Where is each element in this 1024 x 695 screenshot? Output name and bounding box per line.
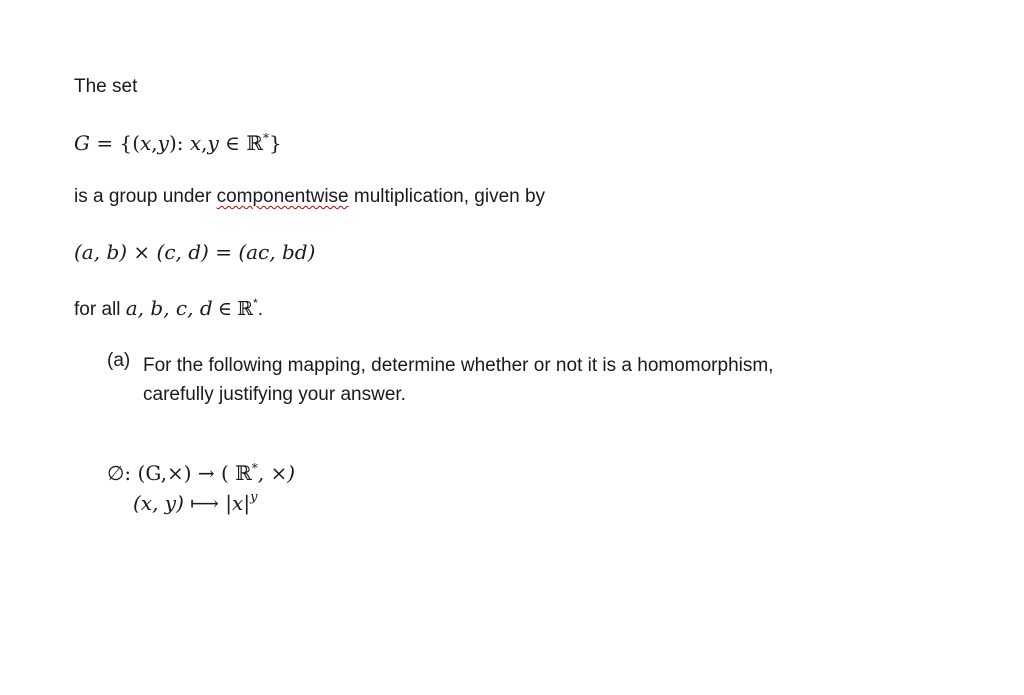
star-superscript: * [253, 296, 258, 310]
question-body [143, 351, 773, 409]
operation-definition [74, 242, 315, 262]
close-brace: } [268, 131, 282, 155]
var-y: y [157, 131, 169, 155]
reals-symbol: ℝ [237, 298, 254, 320]
spellcheck-word: componentwise [216, 186, 349, 207]
comma: , [201, 131, 208, 155]
var-y: y [207, 131, 219, 155]
open-brace: {( [119, 131, 140, 155]
star-superscript: * [251, 461, 258, 475]
mapping-rule [133, 491, 257, 513]
mapsto-arrow: ⟼ [190, 491, 219, 515]
set-definition [74, 132, 282, 153]
mapping-domain: : (G,×) → ( [124, 461, 236, 485]
var-x: x [189, 131, 202, 155]
comma: , [151, 131, 158, 155]
operation-lhs: (a, b) × (c, d) [74, 240, 209, 264]
reals-symbol: ℝ [246, 131, 263, 155]
for-all-line [74, 297, 263, 319]
set-symbol: G [74, 131, 90, 155]
star-superscript: * [262, 131, 269, 145]
sentence-start: is a group under [74, 186, 217, 207]
for-all-vars: a, b, c, d [125, 296, 213, 320]
mapping-signature [107, 462, 295, 483]
close-pair: ): [168, 131, 184, 155]
phi-symbol: ∅ [107, 461, 125, 485]
equals-sign: = [96, 131, 114, 155]
intro-text: The set [74, 76, 138, 97]
mapping-image-base: |x| [225, 491, 251, 515]
var-x: x [140, 131, 152, 155]
element-of-symbol: ∈ [225, 131, 240, 155]
question-label: (a) [107, 350, 131, 371]
element-of-symbol: ∈ [217, 298, 232, 320]
group-sentence [74, 187, 545, 206]
question-line-1: For the following mapping, determine whether or not it is a homomorphism, [143, 355, 774, 376]
reals-symbol: ℝ [235, 461, 252, 485]
operation-rhs: (ac, bd) [238, 240, 316, 264]
period: . [257, 299, 264, 320]
question-line-2: carefully justifying your answer. [143, 384, 406, 405]
mapping-codomain-end: , ×) [257, 461, 296, 485]
for-all-prefix: for all [74, 299, 126, 320]
mapping-argument: (x, y) [133, 491, 184, 515]
equals-sign: = [215, 240, 232, 264]
sentence-end: multiplication, given by [348, 186, 546, 207]
mapping-image-exponent: y [250, 490, 258, 505]
